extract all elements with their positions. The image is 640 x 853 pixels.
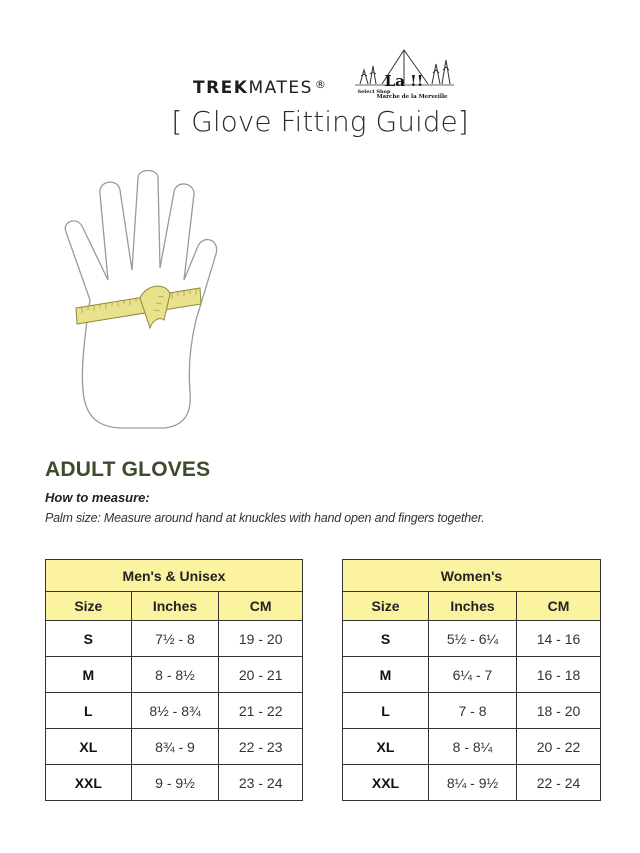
table-row — [343, 729, 601, 765]
inches-cell: 8¼ - 9½ — [429, 765, 517, 801]
table-row — [343, 765, 601, 801]
cm-cell: 19 - 20 — [219, 621, 303, 657]
column-header: CM — [219, 592, 303, 621]
cm-cell: 20 - 22 — [517, 729, 601, 765]
cm-cell: 22 - 23 — [219, 729, 303, 765]
inches-cell: 7 - 8 — [429, 693, 517, 729]
table-row — [46, 729, 303, 765]
how-to-measure-label: How to measure: — [45, 490, 150, 505]
size-cell: M — [46, 657, 132, 693]
cm-cell: 14 - 16 — [517, 621, 601, 657]
size-cell: M — [343, 657, 429, 693]
table-row — [343, 693, 601, 729]
inches-cell: 7½ - 8 — [131, 621, 219, 657]
section-title: ADULT GLOVES — [45, 458, 211, 481]
size-cell: S — [343, 621, 429, 657]
hand-with-measuring-tape-illustration — [60, 170, 270, 435]
size-cell: L — [46, 693, 132, 729]
column-header: Size — [343, 592, 429, 621]
table-row — [343, 657, 601, 693]
cm-cell: 16 - 18 — [517, 657, 601, 693]
table-caption: Women's — [343, 560, 601, 592]
size-cell: XL — [343, 729, 429, 765]
size-cell: XXL — [46, 765, 132, 801]
cm-cell: 23 - 24 — [219, 765, 303, 801]
column-header: Inches — [131, 592, 219, 621]
inches-cell: 8 - 8½ — [131, 657, 219, 693]
brand-logo-text: TREKMATES ® — [193, 78, 328, 98]
tent-and-trees-logo — [352, 44, 457, 102]
table-row — [46, 621, 303, 657]
page-title: [ Glove Fitting Guide] — [171, 105, 469, 138]
inches-cell: 8¾ - 9 — [131, 729, 219, 765]
table-caption: Men's & Unisex — [46, 560, 303, 592]
table-row — [343, 621, 601, 657]
size-cell: L — [343, 693, 429, 729]
column-header: Size — [46, 592, 132, 621]
table-row — [46, 765, 303, 801]
cm-cell: 21 - 22 — [219, 693, 303, 729]
shop-logo-main-text: La !! — [384, 72, 424, 90]
size-cell: XXL — [343, 765, 429, 801]
shop-logo-name: Marche de la Merveille — [376, 94, 448, 100]
size-cell: S — [46, 621, 132, 657]
size-cell: XL — [46, 729, 132, 765]
brand-header — [0, 44, 640, 104]
womens-size-table — [342, 559, 601, 801]
table-row — [46, 657, 303, 693]
table-row — [46, 693, 303, 729]
inches-cell: 9 - 9½ — [131, 765, 219, 801]
cm-cell: 18 - 20 — [517, 693, 601, 729]
column-header: CM — [517, 592, 601, 621]
column-header: Inches — [429, 592, 517, 621]
inches-cell: 8½ - 8¾ — [131, 693, 219, 729]
mens-size-table — [45, 559, 303, 801]
inches-cell: 5½ - 6¼ — [429, 621, 517, 657]
inches-cell: 8 - 8¼ — [429, 729, 517, 765]
inches-cell: 6¼ - 7 — [429, 657, 517, 693]
cm-cell: 22 - 24 — [517, 765, 601, 801]
how-to-measure-text: Palm size: Measure around hand at knuckles with hand open and fingers together. — [45, 511, 485, 525]
cm-cell: 20 - 21 — [219, 657, 303, 693]
shop-logo-subtext: Select Shop — [357, 89, 391, 95]
